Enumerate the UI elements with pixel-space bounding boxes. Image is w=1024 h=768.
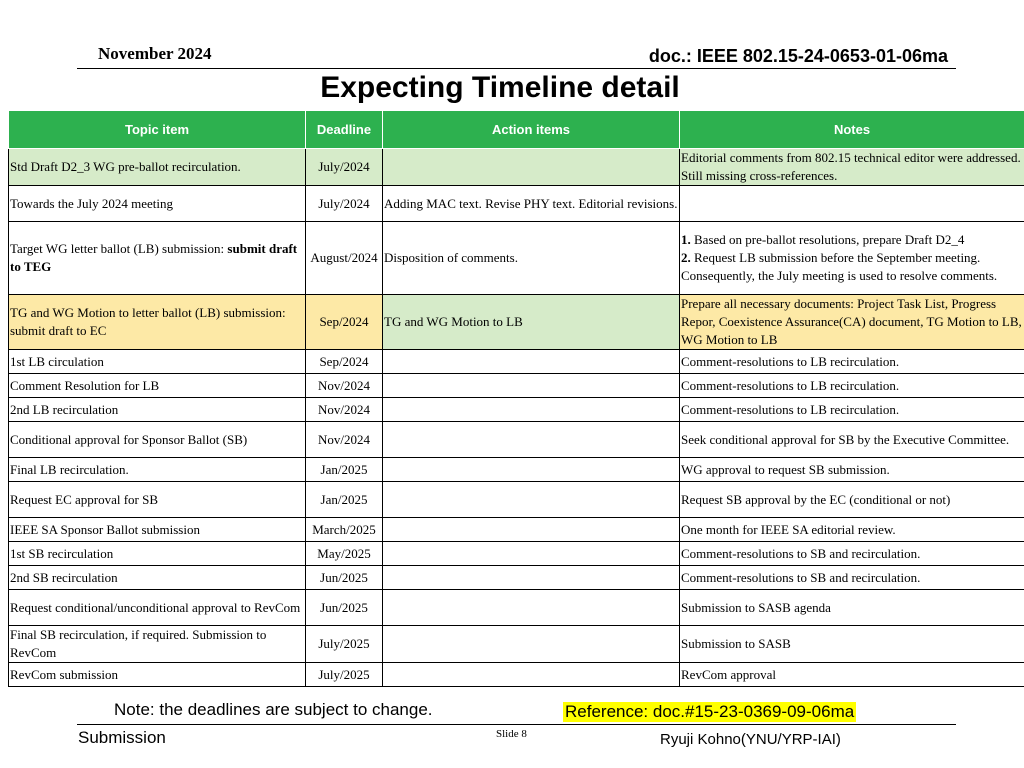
notes-cell: RevCom approval <box>680 663 1024 687</box>
action-cell <box>383 626 680 663</box>
deadline-cell: Nov/2024 <box>306 422 383 458</box>
deadline-cell: Sep/2024 <box>306 295 383 350</box>
timeline-table <box>8 110 1024 687</box>
topic-cell <box>9 222 306 295</box>
header-date: November 2024 <box>98 44 212 63</box>
topic-cell: RevCom submission <box>9 663 306 687</box>
action-cell <box>383 149 680 186</box>
action-cell: Disposition of comments. <box>383 222 680 295</box>
deadline-cell: Nov/2024 <box>306 374 383 398</box>
topic-cell: Request conditional/unconditional approval to RevCom <box>9 590 306 626</box>
deadline-cell: Jan/2025 <box>306 458 383 482</box>
table-header-row <box>9 111 1024 149</box>
notes-cell: Prepare all necessary documents: Project Task List, Progress Repor, Coexistence Assurance(CA) document, TG Motion to LB, WG Motion to LB <box>680 295 1024 350</box>
table-row <box>9 149 1024 186</box>
table-row <box>9 518 1024 542</box>
deadline-cell: July/2024 <box>306 149 383 186</box>
deadline-note: Note: the deadlines are subject to change. <box>114 700 433 719</box>
notes-cell: Submission to SASB <box>680 626 1024 663</box>
footer-submission: Submission <box>78 728 166 747</box>
table-row <box>9 590 1024 626</box>
topic-cell: Std Draft D2_3 WG pre-ballot recirculation. <box>9 149 306 186</box>
notes-cell: Comment-resolutions to LB recirculation. <box>680 350 1024 374</box>
topic-text: Target WG letter ballot (LB) submission: <box>10 241 228 256</box>
topic-cell: 2nd SB recirculation <box>9 566 306 590</box>
action-cell <box>383 374 680 398</box>
deadline-cell: Sep/2024 <box>306 350 383 374</box>
deadline-cell: Nov/2024 <box>306 398 383 422</box>
topic-cell: 1st SB recirculation <box>9 542 306 566</box>
action-cell <box>383 542 680 566</box>
table-row <box>9 295 1024 350</box>
action-cell <box>383 482 680 518</box>
action-cell <box>383 458 680 482</box>
action-cell <box>383 350 680 374</box>
notes-cell: Editorial comments from 802.15 technical editor were addressed. Still missing cross-references. <box>680 149 1024 186</box>
table-row <box>9 566 1024 590</box>
notes-cell: Comment-resolutions to LB recirculation. <box>680 374 1024 398</box>
footer-author: Ryuji Kohno(YNU/YRP-IAI) <box>660 731 841 748</box>
notes-cell: WG approval to request SB submission. <box>680 458 1024 482</box>
action-cell: Adding MAC text. Revise PHY text. Editorial revisions. <box>383 186 680 222</box>
deadline-cell: Jun/2025 <box>306 566 383 590</box>
header-notes: Notes <box>680 111 1024 149</box>
notes-cell <box>680 186 1024 222</box>
action-cell: TG and WG Motion to LB <box>383 295 680 350</box>
note-number: 1. <box>681 232 691 247</box>
table-row <box>9 398 1024 422</box>
table-row <box>9 542 1024 566</box>
table-row <box>9 374 1024 398</box>
deadline-cell: March/2025 <box>306 518 383 542</box>
topic-bold-text: submit draft to TEG <box>10 241 298 274</box>
slide-number: Slide 8 <box>496 728 527 740</box>
table-row <box>9 422 1024 458</box>
notes-cell <box>680 222 1024 295</box>
note-text: Based on pre-ballot resolutions, prepare Draft D2_4 <box>690 232 965 247</box>
header-deadline: Deadline <box>306 111 383 149</box>
topic-cell: 2nd LB recirculation <box>9 398 306 422</box>
action-cell <box>383 663 680 687</box>
topic-cell: Towards the July 2024 meeting <box>9 186 306 222</box>
topic-cell: IEEE SA Sponsor Ballot submission <box>9 518 306 542</box>
table-row <box>9 186 1024 222</box>
table-row <box>9 350 1024 374</box>
topic-cell: Final SB recirculation, if required. Submission to RevCom <box>9 626 306 663</box>
notes-cell: Comment-resolutions to SB and recirculation. <box>680 566 1024 590</box>
action-cell <box>383 566 680 590</box>
notes-cell: Submission to SASB agenda <box>680 590 1024 626</box>
deadline-cell: July/2024 <box>306 186 383 222</box>
deadline-cell: July/2025 <box>306 663 383 687</box>
deadline-cell: Jan/2025 <box>306 482 383 518</box>
topic-cell: 1st LB circulation <box>9 350 306 374</box>
deadline-cell: Jun/2025 <box>306 590 383 626</box>
page-title: Expecting Timeline detail <box>320 71 680 104</box>
reference-highlight: Reference: doc.#15-23-0369-09-06ma <box>565 702 855 721</box>
table-row <box>9 222 1024 295</box>
header-action-items: Action items <box>383 111 680 149</box>
header-doc-id: doc.: IEEE 802.15-24-0653-01-06ma <box>648 46 948 66</box>
note-text: Request LB submission before the September meeting. Consequently, the July meeting is used to resolve comments. <box>681 250 998 283</box>
footer-rule <box>77 724 956 725</box>
action-cell <box>383 398 680 422</box>
table-row <box>9 482 1024 518</box>
table-row <box>9 626 1024 663</box>
table-row <box>9 458 1024 482</box>
topic-cell: Request EC approval for SB <box>9 482 306 518</box>
notes-cell: Comment-resolutions to LB recirculation. <box>680 398 1024 422</box>
action-cell <box>383 590 680 626</box>
action-cell <box>383 518 680 542</box>
topic-cell: Conditional approval for Sponsor Ballot (SB) <box>9 422 306 458</box>
topic-cell: Final LB recirculation. <box>9 458 306 482</box>
notes-cell: Comment-resolutions to SB and recirculation. <box>680 542 1024 566</box>
deadline-cell: August/2024 <box>306 222 383 295</box>
deadline-cell: July/2025 <box>306 626 383 663</box>
deadline-cell: May/2025 <box>306 542 383 566</box>
notes-cell: Request SB approval by the EC (conditional or not) <box>680 482 1024 518</box>
topic-cell: Comment Resolution for LB <box>9 374 306 398</box>
header-topic-item: Topic item <box>9 111 306 149</box>
table-row <box>9 663 1024 687</box>
notes-cell: One month for IEEE SA editorial review. <box>680 518 1024 542</box>
action-cell <box>383 422 680 458</box>
notes-cell: Seek conditional approval for SB by the Executive Committee. <box>680 422 1024 458</box>
topic-cell: TG and WG Motion to letter ballot (LB) submission: submit draft to EC <box>9 295 306 350</box>
note-number: 2. <box>681 250 691 265</box>
